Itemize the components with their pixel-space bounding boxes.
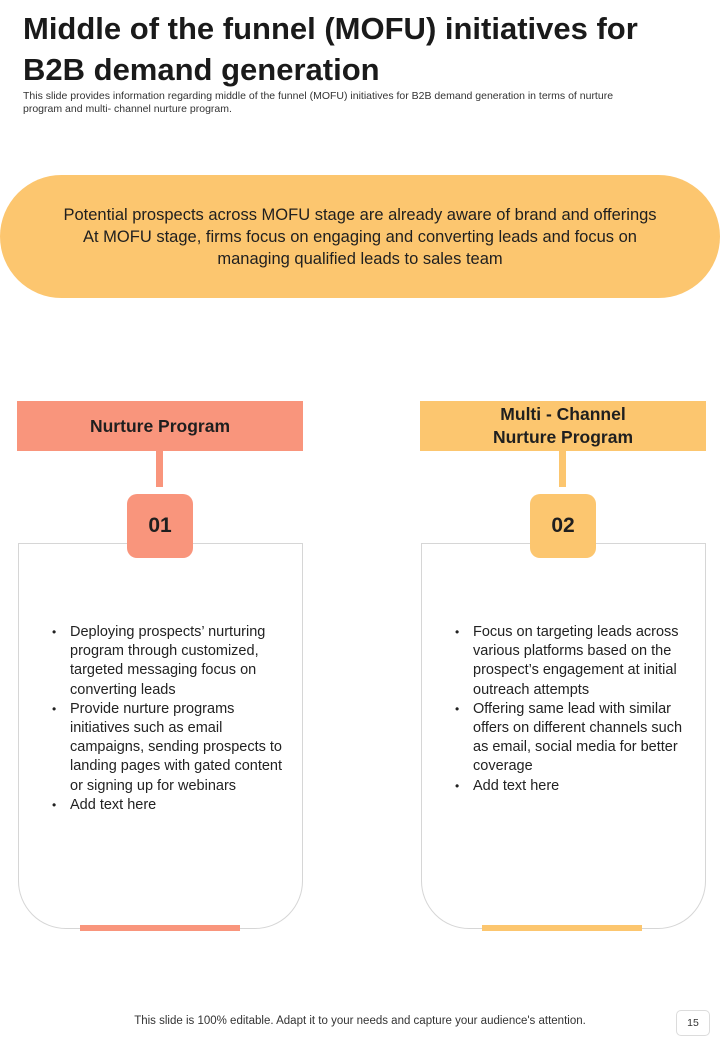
banner-line: managing qualified leads to sales team	[217, 249, 503, 268]
column-header-line: Nurture Program	[492, 427, 634, 447]
slide-footer: This slide is 100% editable. Adapt it to your needs and capture your audience's attention.	[134, 1015, 586, 1027]
slide-subtitle: This slide provides information regarding middle of the funnel (MOFU) initiatives for B2B demand generation in terms of nurture program and multi- channel nurture program.	[23, 90, 614, 115]
slide-title: Middle of the funnel (MOFU) initiatives for B2B demand generation	[23, 11, 638, 87]
banner-text	[63, 204, 656, 270]
page-number: 15	[676, 1010, 710, 1036]
card-accent-bar	[80, 925, 240, 931]
multi-channel-nurture-program-header	[420, 401, 706, 451]
nurture-program-bullets	[50, 623, 295, 815]
list-item: • Add text here	[70, 796, 295, 815]
column-header-line: Nurture Program	[89, 415, 231, 436]
list-item: • Deploying prospects’ nurturing program through customized, targeted messaging focus on converting leads	[70, 623, 295, 700]
banner-line: At MOFU stage, firms focus on engaging and converting leads and focus on	[83, 227, 637, 246]
column-header-line: Multi - Channel	[500, 404, 626, 424]
card-accent-bar	[482, 925, 642, 931]
column-number-badge: 01	[127, 494, 193, 558]
column-number-badge: 02	[530, 494, 596, 558]
multi-channel-bullets	[453, 623, 698, 796]
list-item: • Focus on targeting leads across various platforms based on the prospect’s engagement at initial outreach attempts	[473, 623, 698, 700]
list-item: • Provide nurture programs initiatives such as email campaigns, sending prospects to landing pages with gated content or signing up for webinars	[70, 700, 295, 796]
nurture-program-header	[17, 401, 303, 451]
column-connector	[559, 451, 566, 487]
banner-line: Potential prospects across MOFU stage are already aware of brand and offerings	[63, 205, 657, 224]
mofu-summary-banner	[0, 175, 720, 298]
column-connector	[156, 451, 163, 487]
list-item: • Offering same lead with similar offers on different channels such as email, social media for better coverage	[473, 700, 698, 777]
list-item: • Add text here	[473, 777, 698, 796]
